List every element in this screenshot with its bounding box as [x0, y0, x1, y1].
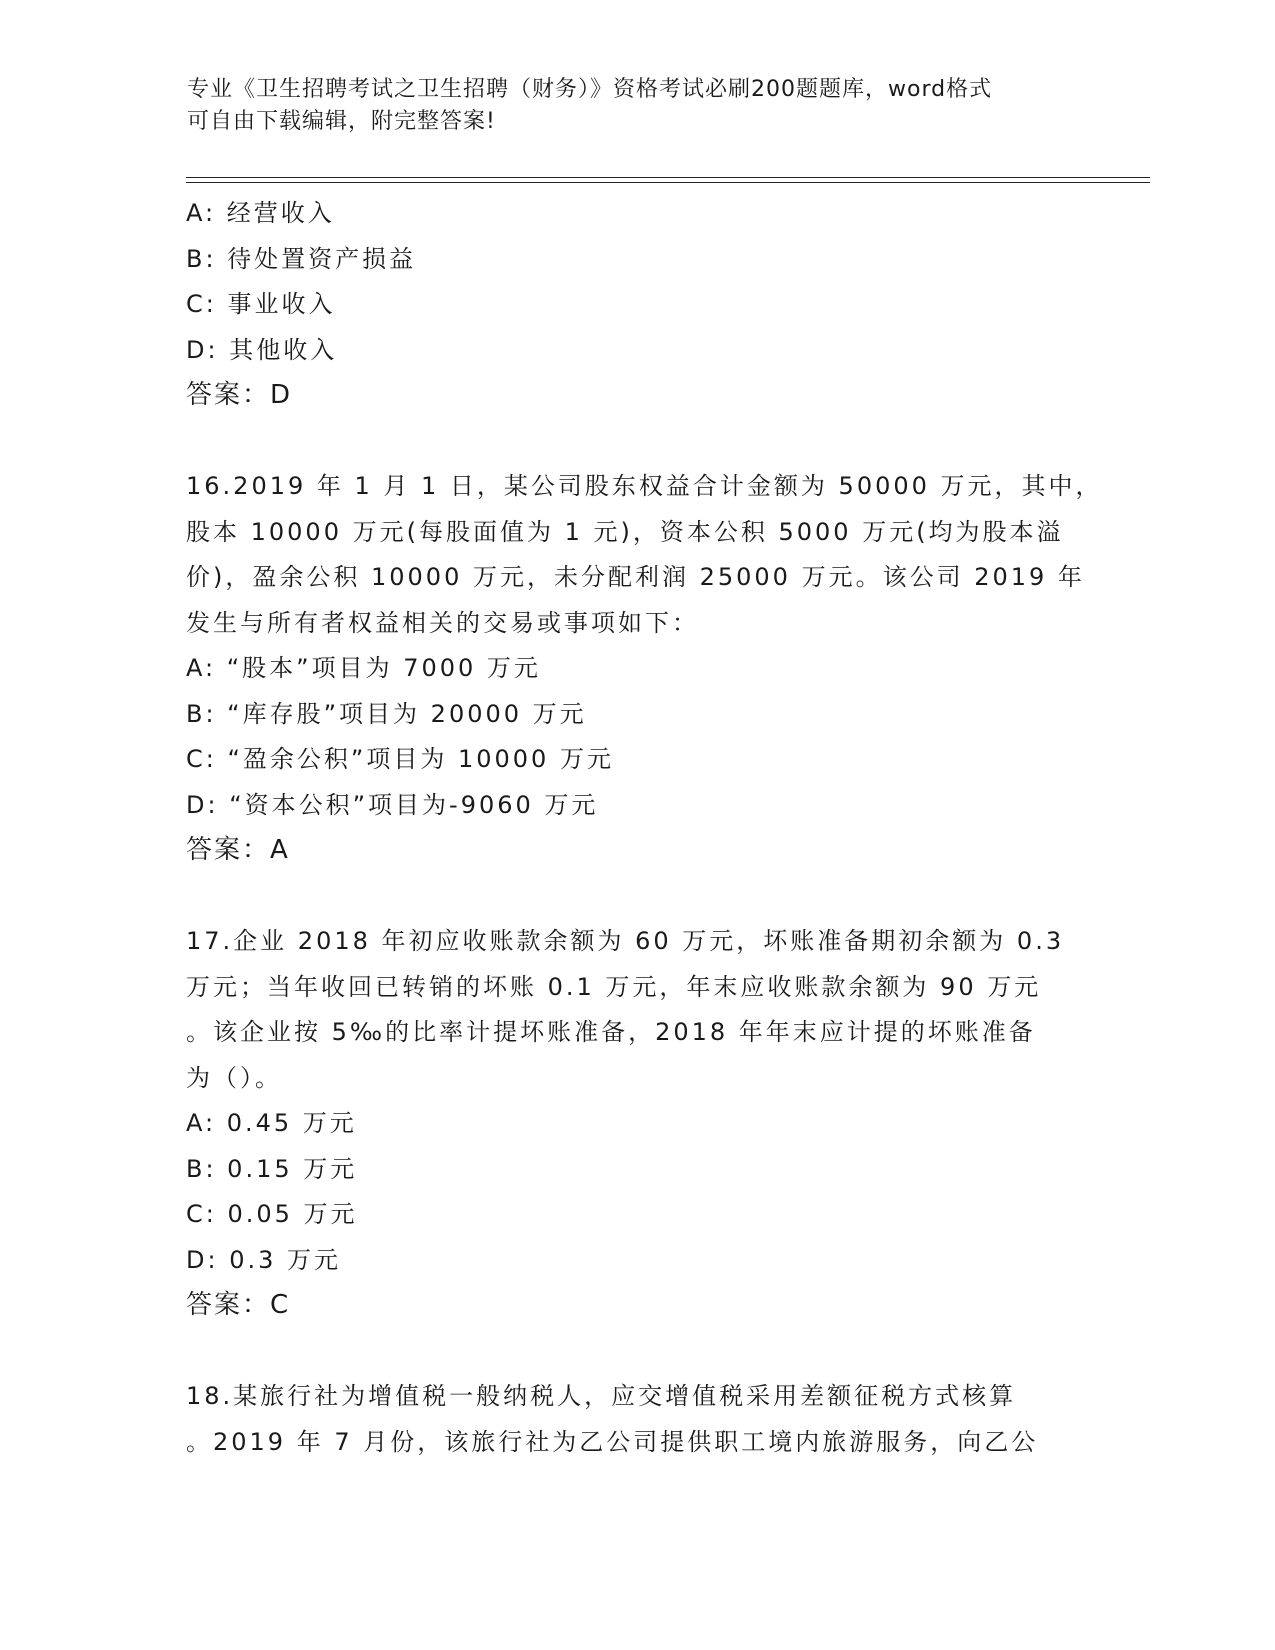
document-header: [187, 74, 1067, 138]
question-text-line: 股本 10000 万元(每股面值为 1 元)，资本公积 5000 万元(均为股本溢: [186, 517, 1064, 546]
answer-line: 答案：D: [186, 380, 293, 410]
option-b: B: 待处置资产损益: [186, 244, 417, 273]
option-a: A: 0.45 万元: [186, 1109, 357, 1137]
option-b: B: 0.15 万元: [186, 1154, 358, 1183]
question-text-line: 18.某旅行社为增值税一般纳税人，应交增值税采用差额征税方式核算: [186, 1382, 1017, 1410]
question-text-line: 。2019 年 7 月份，该旅行社为乙公司提供职工境内旅游服务，向乙公: [186, 1427, 1039, 1456]
option-d: D: “资本公积”项目为-9060 万元: [186, 790, 599, 819]
question-17: [186, 919, 1076, 1329]
question-text: [186, 464, 1103, 646]
option-b: B: “库存股”项目为 20000 万元: [186, 699, 587, 728]
option-c: C: “盈余公积”项目为 10000 万元: [186, 745, 614, 773]
question-text-line: 为（）。: [186, 1063, 282, 1092]
spacer: [186, 874, 1076, 920]
question-16: [186, 464, 1103, 874]
answer-line: 答案：C: [186, 1290, 291, 1320]
question-text-line: 万元；当年收回已转销的坏账 0.1 万元，年末应收账款余额为 90 万元: [186, 972, 1042, 1001]
document-body: [186, 191, 1103, 1465]
question-text-line: 16.2019 年 1 月 1 日，某公司股东权益合计金额为 50000 万元，其中，: [186, 472, 1103, 500]
question-text-line: 发生与所有者权益相关的交易或事项如下：: [186, 608, 699, 637]
header-title-line-1: 专业《卫生招聘考试之卫生招聘（财务）》资格考试必刷200题题库，word格式: [187, 77, 993, 102]
question-text-line: 。该企业按 5‰的比率计提坏账准备，2018 年年末应计提的坏账准备: [186, 1018, 1036, 1046]
question-text: [186, 919, 1076, 1101]
spacer: [186, 419, 1076, 465]
question-18: [186, 1374, 1076, 1465]
option-c: C: 0.05 万元: [186, 1200, 358, 1228]
header-double-rule: [186, 177, 1150, 183]
question-15: [186, 191, 1076, 419]
option-d: D: 其他收入: [186, 335, 338, 364]
question-text-line: 价)，盈余公积 10000 万元，未分配利润 25000 万元。该公司 2019 年: [186, 563, 1085, 591]
spacer: [186, 1329, 1076, 1375]
option-a: A: “股本”项目为 7000 万元: [186, 654, 541, 682]
question-text-line: 17.企业 2018 年初应收账款余额为 60 万元，坏账准备期初余额为 0.3: [186, 927, 1065, 955]
option-a: A: 经营收入: [186, 199, 335, 227]
question-text: [186, 1374, 1076, 1465]
header-title-line-2: 可自由下载编辑，附完整答案!: [187, 109, 496, 134]
answer-line: 答案：A: [186, 835, 290, 865]
option-d: D: 0.3 万元: [186, 1245, 341, 1274]
option-c: C: 事业收入: [186, 290, 336, 318]
